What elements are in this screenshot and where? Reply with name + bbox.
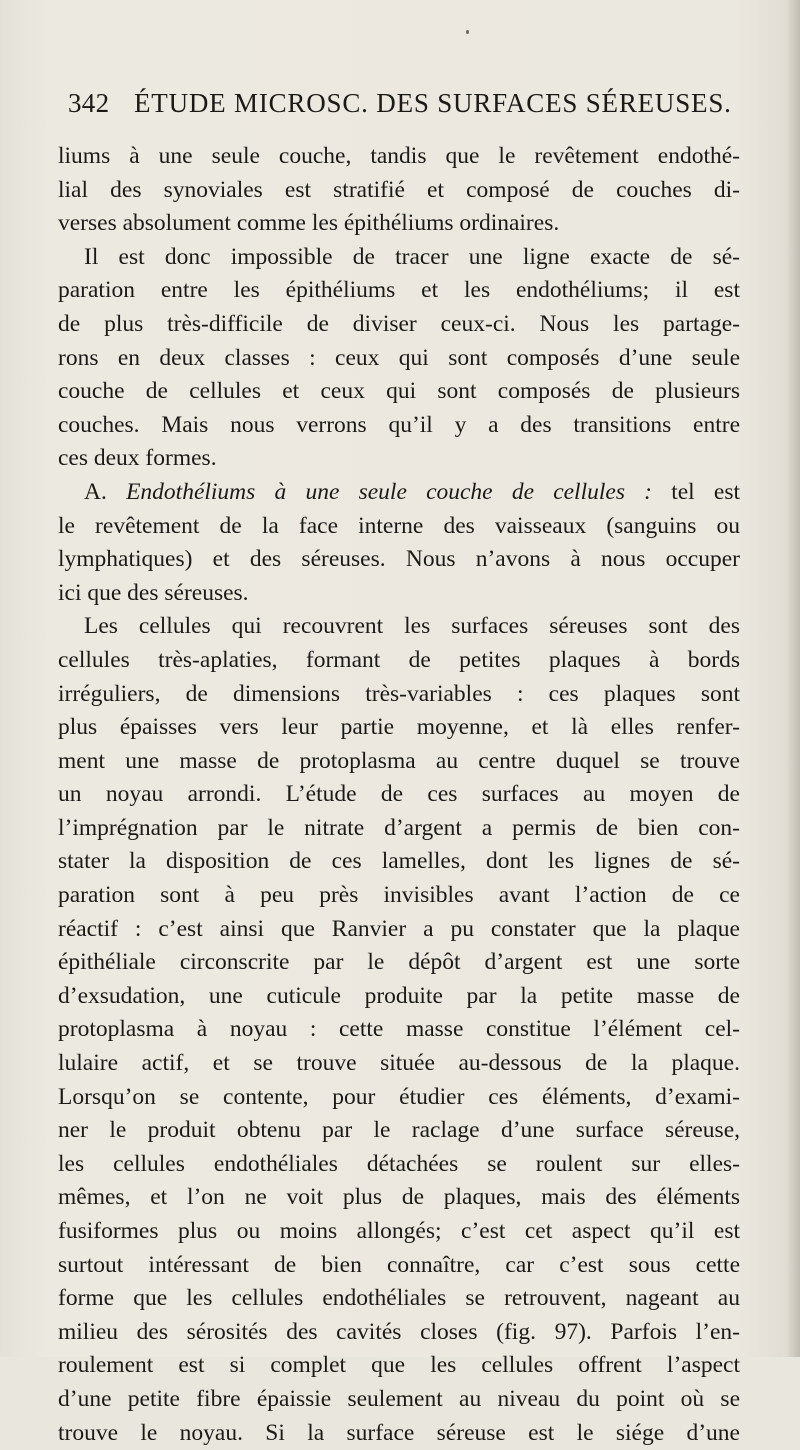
text-line: roulement est si complet que les cellules offrent l’aspect: [58, 1352, 740, 1379]
paper-speck: [466, 30, 469, 34]
text-line: Il est donc impossible de tracer une ligne exacte de sé-: [84, 243, 740, 270]
text-line: de plus très-difficile de diviser ceux-ci. Nous les partage-: [58, 310, 740, 337]
text-line: lulaire actif, et se trouve située au-dessous de la plaque.: [58, 1050, 740, 1077]
running-head: [68, 88, 732, 124]
text-line: d’exsudation, une cuticule produite par la petite masse de: [58, 982, 740, 1009]
text-line: rons en deux classes : ceux qui sont composés d’une seule: [58, 344, 740, 371]
text-line: couches. Mais nous verrons qu’il y a des transitions entre: [58, 411, 740, 438]
text-line: épithéliale circonscrite par le dépôt d’argent est une sorte: [58, 949, 740, 976]
text-line: couche de cellules et ceux qui sont composés de plusieurs: [58, 378, 740, 405]
text-line: Lorsqu’on se contente, pour étudier ces éléments, d’exami-: [58, 1083, 740, 1110]
text-line: lial des synoviales est stratifié et composé de couches di-: [58, 176, 740, 203]
text-line: protoplasma à noyau : cette masse constitue l’élément cel-: [58, 1016, 740, 1043]
body-text: [58, 140, 740, 1450]
page-edge-shadow: [786, 0, 800, 1357]
section-heading: Endothéliums à une seule couche de cellules :: [126, 478, 652, 505]
text-line: l’imprégnation par le nitrate d’argent a permis de bien con-: [58, 814, 740, 841]
text-line: ces deux formes.: [58, 445, 217, 472]
text-line: un noyau arrondi. L’étude de ces surfaces au moyen de: [58, 781, 740, 808]
text-line: ici que des séreuses.: [58, 579, 249, 606]
section-letter: A.: [84, 478, 127, 505]
text-line: ner le produit obtenu par le raclage d’une surface séreuse,: [58, 1117, 740, 1144]
text-line: paration entre les épithéliums et les endothéliums; il est: [58, 277, 740, 304]
text-line: irréguliers, de dimensions très-variables : ces plaques sont: [58, 680, 740, 707]
text-line: surtout intéressant de bien connaître, car c’est sous cette: [58, 1251, 740, 1278]
text-line: cellules très-aplaties, formant de petites plaques à bords: [58, 646, 740, 673]
text-line: verses absolument comme les épithéliums ordinaires.: [58, 210, 560, 237]
text-line: liums à une seule couche, tandis que le revêtement endothé-: [58, 143, 740, 169]
text-line: les cellules endothéliales détachées se roulent sur elles-: [58, 1150, 740, 1177]
text-line: paration sont à peu près invisibles avant l’action de ce: [58, 882, 740, 909]
text-line: trouve le noyau. Si la surface séreuse est le siége d’une: [58, 1419, 740, 1446]
text-line: Les cellules qui recouvrent les surfaces séreuses sont des: [84, 613, 740, 640]
section-heading-line: [58, 476, 740, 510]
text-line: d’une petite fibre épaissie seulement au niveau du point où se: [58, 1385, 740, 1412]
text-line: forme que les cellules endothéliales se retrouvent, nageant au: [58, 1285, 740, 1312]
running-title: ÉTUDE MICROSC. DES SURFACES SÉREUSES.: [134, 88, 732, 118]
text-line: réactif : c’est ainsi que Ranvier a pu constater que la plaque: [58, 915, 740, 942]
text-line: stater la disposition de ces lamelles, dont les lignes de sé-: [58, 848, 740, 875]
text-line: plus épaisses vers leur partie moyenne, et là elles renfer-: [58, 714, 740, 741]
text-line: le revêtement de la face interne des vaisseaux (sanguins ou: [58, 512, 740, 539]
text-line: mêmes, et l’on ne voit plus de plaques, mais des éléments: [58, 1184, 740, 1211]
text-line: fusiformes plus ou moins allongés; c’est cet aspect qu’il est: [58, 1218, 740, 1244]
section-heading-continuation: tel est: [652, 478, 740, 505]
page-number: 342: [68, 88, 110, 118]
text-line: ment une masse de protoplasma au centre duquel se trouve: [58, 747, 740, 774]
text-line: milieu des sérosités des cavités closes (fig. 97). Parfois l’en-: [58, 1318, 740, 1345]
text-line: lymphatiques) et des séreuses. Nous n’avons à nous occuper: [58, 546, 740, 573]
